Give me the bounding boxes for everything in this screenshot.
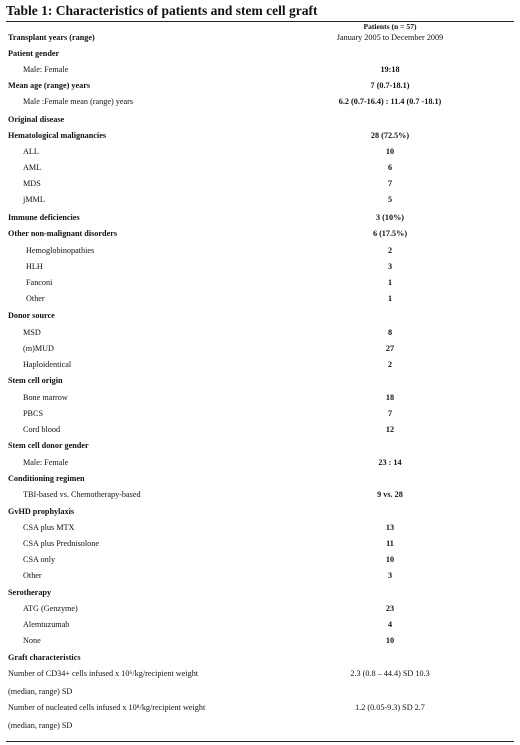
table-row	[6, 520, 516, 536]
row-label: Male :Female mean (range) years	[23, 97, 134, 106]
row-value: 7	[387, 179, 393, 188]
table-row	[6, 536, 516, 552]
table-row	[6, 112, 516, 128]
row-label: Number of CD34+ cells infused x 10⁶/kg/recipient weight	[8, 669, 199, 678]
table-row	[6, 650, 516, 666]
row-label: Cord blood	[23, 425, 61, 434]
row-label: Number of nucleated cells infused x 10⁸/kg/recipient weight	[8, 703, 206, 712]
table-row	[6, 438, 516, 454]
table-row	[6, 455, 516, 471]
row-value: 7	[387, 409, 393, 418]
table-row	[6, 422, 516, 438]
row-label: (median, range) SD	[8, 721, 73, 730]
row-label: Immune deficiencies	[8, 213, 80, 222]
row-label: CSA plus MTX	[23, 523, 75, 532]
row-label: AML	[23, 163, 42, 172]
row-label: Fanconi	[26, 278, 53, 287]
row-label: Haploidentical	[23, 360, 72, 369]
row-value: 6.2 (0.7-16.4) : 11.4 (0.7 -18.1)	[338, 97, 442, 106]
column-header: Patients (n = 57)	[363, 22, 417, 31]
row-label: Patient gender	[8, 49, 60, 58]
table-row	[6, 30, 516, 46]
table-row	[6, 504, 516, 520]
table-row	[6, 275, 516, 291]
row-value: 3	[387, 571, 393, 580]
table-row	[6, 210, 516, 226]
table-row	[6, 617, 516, 633]
row-label: Graft characteristics	[8, 653, 81, 662]
row-label: Serotherapy	[8, 588, 52, 597]
row-value: 2	[387, 246, 393, 255]
row-label: Bone marrow	[23, 393, 68, 402]
row-value: 1	[387, 294, 393, 303]
row-value: 3 (10%)	[376, 213, 404, 222]
row-label: (m)MUD	[23, 344, 54, 353]
row-label: ALL	[23, 147, 39, 156]
row-label: (median, range) SD	[8, 687, 73, 696]
bottom-rule	[6, 741, 514, 742]
table-row	[6, 666, 516, 682]
row-value: 7 (0.7-18.1)	[370, 81, 410, 90]
row-value: 2	[387, 360, 393, 369]
row-value: 6	[387, 163, 393, 172]
row-value: 12	[385, 425, 395, 434]
row-value: 3	[387, 262, 393, 271]
table-row	[6, 633, 516, 649]
row-label: Other	[23, 571, 42, 580]
table-row	[6, 341, 516, 357]
table-row	[6, 718, 516, 734]
table-row	[6, 176, 516, 192]
table-row	[6, 160, 516, 176]
row-label: Alemtuzumab	[23, 620, 70, 629]
table-row	[6, 78, 516, 94]
table-row	[6, 308, 516, 324]
row-value: 19:18	[380, 65, 400, 74]
row-label: Conditioning regimen	[8, 474, 85, 483]
row-value: 10	[385, 147, 395, 156]
table-row	[6, 46, 516, 62]
row-label: Original disease	[8, 115, 65, 124]
table-row	[6, 390, 516, 406]
table-row	[6, 700, 516, 716]
row-label: TBI-based vs. Chemotherapy-based	[23, 490, 141, 499]
row-label: CSA only	[23, 555, 56, 564]
row-value: 1	[387, 278, 393, 287]
row-value: 9 vs. 28	[377, 490, 403, 499]
row-label: Transplant years (range)	[8, 33, 95, 42]
row-label: HLH	[26, 262, 43, 271]
row-value: 18	[385, 393, 395, 402]
row-label: Hemoglobinopathies	[26, 246, 95, 255]
row-label: GvHD prophylaxis	[8, 507, 75, 516]
table-row	[6, 243, 516, 259]
row-value: 1.2 (0.05-9.3) SD 2.7	[355, 703, 425, 712]
row-label: CSA plus Prednisolone	[23, 539, 99, 548]
row-value: January 2005 to December 2009	[336, 33, 444, 42]
row-value: 4	[387, 620, 393, 629]
table-row	[6, 94, 516, 110]
row-value: 8	[387, 328, 393, 337]
table-title: Table 1: Characteristics of patients and stem cell graft	[6, 3, 318, 18]
table-row	[6, 552, 516, 568]
row-value: 23	[385, 604, 395, 613]
row-label: Mean age (range) years	[8, 81, 91, 90]
table-row	[6, 62, 516, 78]
row-label: MSD	[23, 328, 41, 337]
row-label: Hematological malignancies	[8, 131, 107, 140]
row-label: MDS	[23, 179, 41, 188]
table-row	[6, 144, 516, 160]
row-label: Other	[26, 294, 45, 303]
row-label: Stem cell origin	[8, 376, 63, 385]
table-row	[6, 585, 516, 601]
table-row	[6, 684, 516, 700]
table-row	[6, 471, 516, 487]
table-row	[6, 357, 516, 373]
row-label: Other non-malignant disorders	[8, 229, 118, 238]
row-label: Stem cell donor gender	[8, 441, 89, 450]
table-row	[6, 325, 516, 341]
row-value: 10	[385, 555, 395, 564]
row-value: 28 (72.5%)	[370, 131, 410, 140]
table-row	[6, 406, 516, 422]
row-value: 2.3 (0.8 – 44.4) SD 10.3	[350, 669, 430, 678]
row-value: 11	[386, 539, 394, 548]
row-label: jMML	[23, 195, 45, 204]
table-row	[6, 192, 516, 208]
table-row	[6, 291, 516, 307]
table-row	[6, 487, 516, 503]
row-label: None	[23, 636, 41, 645]
table-row	[6, 568, 516, 584]
row-value: 23 : 14	[378, 458, 402, 467]
row-label: Donor source	[8, 311, 55, 320]
row-value: 10	[385, 636, 395, 645]
row-label: PBCS	[23, 409, 44, 418]
row-value: 5	[387, 195, 393, 204]
table-row	[6, 226, 516, 242]
row-value: 6 (17.5%)	[372, 229, 408, 238]
table-row	[6, 128, 516, 144]
row-label: Male: Female	[23, 458, 69, 467]
table-row	[6, 259, 516, 275]
table-row	[6, 373, 516, 389]
row-label: ATG (Genzyme)	[23, 604, 78, 613]
row-value: 27	[385, 344, 395, 353]
table-row	[6, 601, 516, 617]
row-value: 13	[385, 523, 395, 532]
row-label: Male: Female	[23, 65, 69, 74]
